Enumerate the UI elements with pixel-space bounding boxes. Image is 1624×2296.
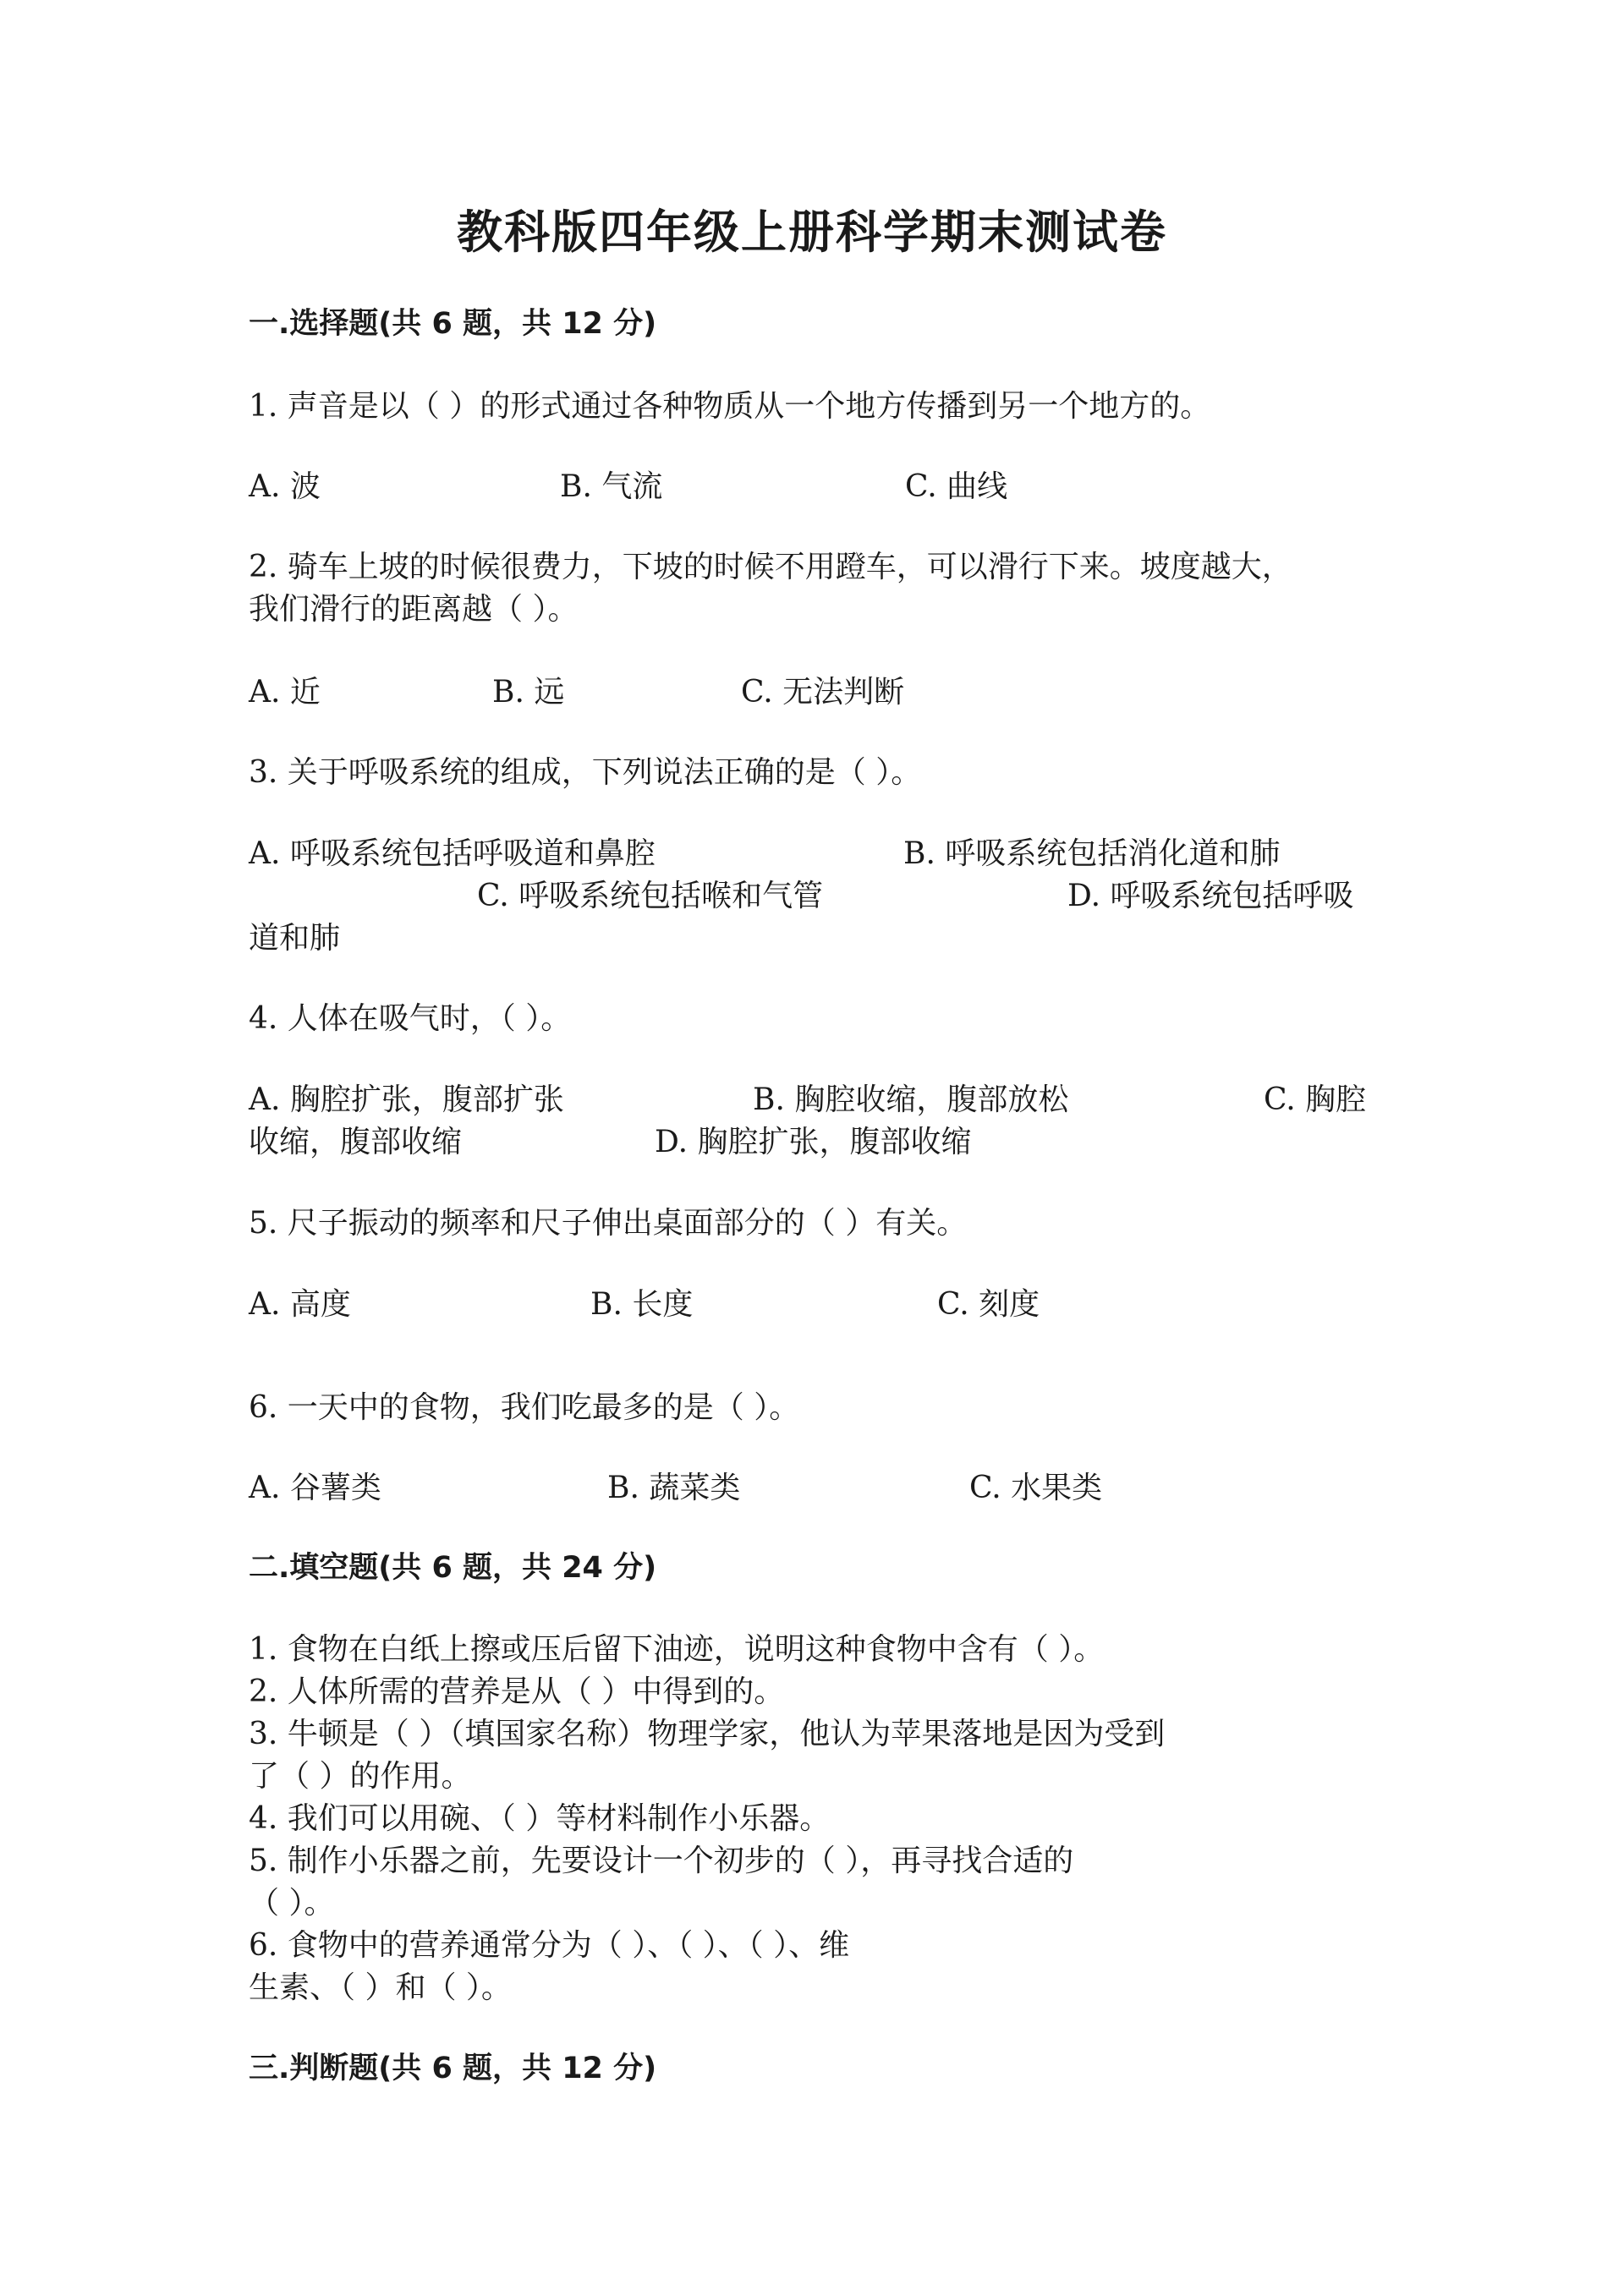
question-2-option-a: A. 近 [249, 675, 321, 710]
question-4-stem: 4. 人体在吸气时，（ ）。 [249, 1001, 572, 1036]
fill-line: 5. 制作小乐器之前，先要设计一个初步的（ ），再寻找合适的 [249, 1844, 1074, 1878]
fill-line: 6. 食物中的营养通常分为（ ）、（ ）、（ ）、维 [249, 1928, 850, 1963]
section-heading-choice: 一.选择题(共 6 题，共 12 分) [249, 307, 657, 341]
question-1-stem: 1. 声音是以（ ）的形式通过各种物质从一个地方传播到另一个地方的。 [249, 389, 1211, 424]
question-5-option-a: A. 高度 [249, 1287, 351, 1322]
question-5-stem: 5. 尺子振动的频率和尺子伸出桌面部分的（ ）有关。 [249, 1206, 968, 1241]
question-6-option-b: B. 蔬菜类 [607, 1471, 741, 1505]
question-1-option-b: B. 气流 [560, 469, 663, 504]
question-3-option-d-wrap: 道和肺 [249, 921, 341, 956]
page-title: 教科版四年级上册科学期末测试卷 [457, 205, 1167, 259]
section-heading-judge: 三.判断题(共 6 题，共 12 分) [249, 2052, 657, 2085]
question-3-option-c: C. 呼吸系统包括喉和气管 [477, 879, 824, 913]
question-6-option-a: A. 谷薯类 [249, 1471, 381, 1505]
question-3-option-b: B. 呼吸系统包括消化道和肺 [903, 836, 1281, 871]
question-4-option-a: A. 胸腔扩张，腹部扩张 [249, 1082, 564, 1117]
question-1-option-c: C. 曲线 [905, 469, 1008, 504]
question-4-option-d: D. 胸腔扩张，腹部收缩 [655, 1125, 972, 1159]
question-4-option-c: C. 胸腔 [1264, 1082, 1367, 1117]
fill-line: 3. 牛顿是（ ）（填国家名称）物理学家，他认为苹果落地是因为受到 [249, 1717, 1166, 1751]
question-3-stem: 3. 关于呼吸系统的组成，下列说法正确的是（ ）。 [249, 755, 922, 790]
fill-line: 2. 人体所需的营养是从（ ）中得到的。 [249, 1674, 785, 1709]
question-2-stem-line-2: 我们滑行的距离越（ ）。 [249, 592, 579, 627]
fill-line: 了（ ）的作用。 [249, 1759, 472, 1794]
fill-line: 1. 食物在白纸上擦或压后留下油迹，说明这种食物中含有（ ）。 [249, 1632, 1105, 1667]
question-2-option-b: B. 远 [492, 675, 565, 710]
question-6-stem: 6. 一天中的食物，我们吃最多的是（ ）。 [249, 1390, 800, 1425]
question-2-stem-line-1: 2. 骑车上坡的时候很费力，下坡的时候不用蹬车，可以滑行下来。坡度越大， [249, 550, 1292, 584]
question-5-option-b: B. 长度 [590, 1287, 694, 1322]
question-4-option-c-wrap: 收缩，腹部收缩 [249, 1125, 463, 1159]
fill-line: 4. 我们可以用碗、（ ）等材料制作小乐器。 [249, 1801, 831, 1836]
section-heading-fill: 二.填空题(共 6 题，共 24 分) [249, 1551, 657, 1585]
fill-line: （ ）。 [249, 1886, 335, 1921]
question-4-option-b: B. 胸腔收缩，腹部放松 [753, 1082, 1069, 1117]
question-3-option-d: D. 呼吸系统包括呼吸 [1067, 879, 1354, 913]
question-1-option-a: A. 波 [249, 469, 321, 504]
question-5-option-c: C. 刻度 [937, 1287, 1040, 1322]
question-6-option-c: C. 水果类 [969, 1471, 1103, 1505]
question-2-option-c: C. 无法判断 [741, 675, 905, 710]
question-3-option-a: A. 呼吸系统包括呼吸道和鼻腔 [249, 836, 656, 871]
fill-line: 生素、（ ）和（ ）。 [249, 1970, 512, 2005]
